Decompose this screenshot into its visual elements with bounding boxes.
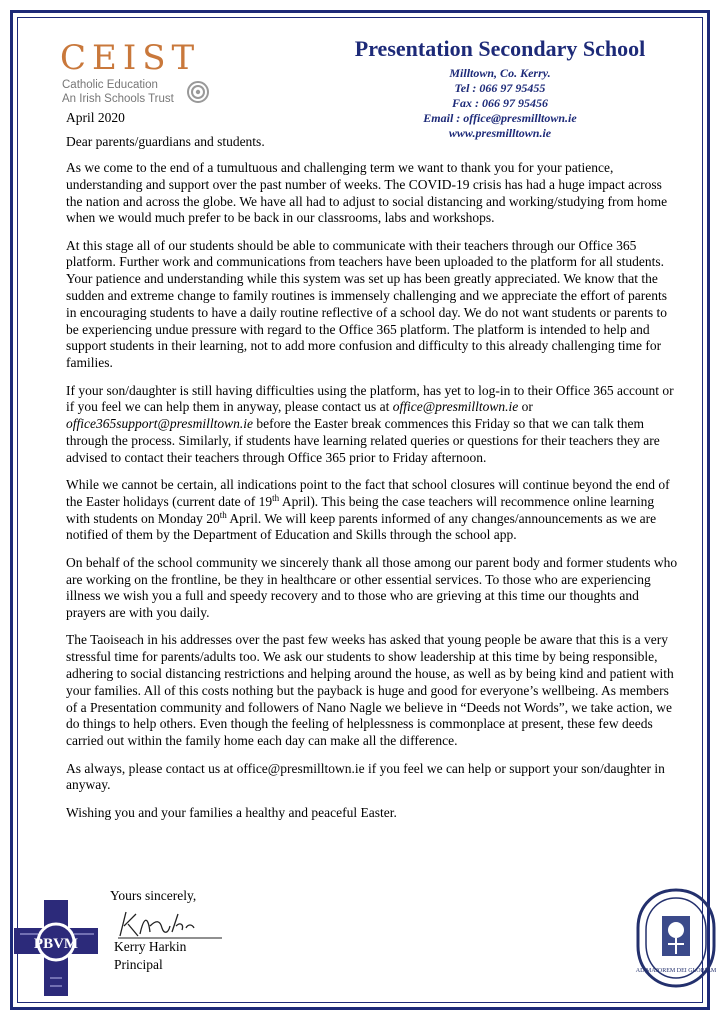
- school-tel: Tel : 066 97 95455: [454, 81, 546, 95]
- ceist-wordmark: CEIST: [60, 38, 201, 78]
- school-address: Milltown, Co. Kerry.: [449, 66, 551, 80]
- p4-text-c: April. We will keep parents informed of any changes/announcements as we are notified of them by the Department of Education and Skills through the school app.: [66, 510, 657, 543]
- p4-text-a: While we cannot be certain, all indications point to the fact that school closures will continue beyond the end of the Easter holidays (current date of 19: [66, 477, 670, 509]
- p3-text-b: or: [518, 399, 533, 415]
- closing: Yours sincerely,: [110, 888, 197, 903]
- paragraph-2: At this stage all of our students should be able to communicate with their teachers through our Office 365 platform. Further work and communications from teachers have been uploaded to the platform for all students. Your patience and understanding while this system was set up has been greatly appreciated. We know that the sudden and extreme change to family routines is immensely challenging and we appreciate the effort of parents in encouraging students to have a daily routine reflective of a school day. We do not want students or parents to be experiencing undue pressure with regard to the Office 365 platform. The platform is intended to help and support students in their learning, not to add more confusion and difficulty to this already challenging time for families.: [66, 237, 668, 371]
- p3-text-a: If your son/daughter is still having difficulties using the platform, has yet to log-in to their Office 365 account or if you feel we can help them in anyway, please contact us at: [66, 382, 674, 415]
- signer-name: Kerry Harkin: [114, 939, 187, 954]
- svg-text:PBVM: PBVM: [33, 936, 79, 952]
- office-email-link[interactable]: office@presmilltown.ie: [392, 399, 519, 415]
- signer-title: Principal: [114, 957, 163, 972]
- paragraph-3: [66, 383, 678, 467]
- ceist-swirl-icon: [186, 80, 210, 104]
- paragraph-8: Wishing you and your families a healthy and peaceful Easter.: [66, 804, 397, 820]
- signer-block: [114, 938, 186, 974]
- paragraph-6: The Taoiseach in his addresses over the past few weeks has asked that young people be aware that this is a very stressful time for parents/adults too. We ask our students to show leadership at this time by being responsible, adhering to social distancing restrictions and helping around the house, as well as by being kind and patient with your families. All of this costs nothing but the payback is huge and good for everyone’s wellbeing. As members of a Presentation community and followers of Nano Nagle we believe in “Deeds not Words”, we take action, we do things to help others. Even though the feeling of helplessness is commonplace at present, these few deeds carried out within the family home each day can make all the difference.: [66, 632, 674, 749]
- paragraph-5: On behalf of the school community we sincerely thank all those among our parent body and former students who are working on the frontline, be they in healthcare or other essential services. To those who are experiencing illness we wish you a full and speedy recovery and to those who are grieving at this time our thoughts and prayers are with you daily.: [66, 554, 678, 621]
- school-website[interactable]: www.presmilltown.ie: [448, 126, 552, 140]
- salutation: Dear parents/guardians and students.: [66, 134, 265, 149]
- ceist-tagline-2: An Irish Schools Trust: [62, 93, 174, 105]
- letter-date: April 2020: [66, 110, 125, 125]
- school-header: [330, 36, 670, 141]
- ceist-logo: [60, 38, 220, 108]
- p4-sup-1: th: [272, 492, 280, 503]
- paragraph-1: As we come to the end of a tumultuous and challenging term we want to thank you for your patience, understanding and support over the past number of weeks. The COVID-19 crisis has had a huge impact across the nation and across the globe. We have all had to adjust to social distancing and working/studying from home when we would much prefer to be back in our classrooms, labs and workshops.: [66, 160, 668, 226]
- ceist-tagline-1: Catholic Education: [62, 79, 158, 91]
- school-name: Presentation Secondary School: [354, 36, 646, 61]
- support-email-link[interactable]: office365support@presmilltown.ie: [66, 416, 254, 432]
- school-fax: Fax : 066 97 95456: [452, 96, 548, 110]
- paragraph-7: As always, please contact us at office@presmilltown.ie if you feel we can help or support your son/daughter in anyway.: [66, 760, 665, 793]
- presentation-cross-logo: [10, 898, 102, 998]
- p4-sup-2: th: [219, 509, 227, 520]
- p3-text-c: before the Easter break commences this Friday so that we can talk them through the process. Similarly, if students have learning related queries or questions for their teachers they are advised to contact their teachers through Office 365 prior to Friday afternoon.: [66, 416, 660, 465]
- paragraph-4: [66, 477, 678, 544]
- school-contact-block: [330, 66, 670, 141]
- presentation-seal-logo: [634, 886, 718, 990]
- svg-text:AD MAJOREM DEI GLORIAM: AD MAJOREM DEI GLORIAM: [635, 968, 717, 974]
- letter-body: [66, 160, 678, 832]
- signature-mark: [114, 906, 224, 940]
- school-email[interactable]: Email : office@presmilltown.ie: [423, 111, 577, 125]
- p4-text-b: April). This being the case teachers will recommence online learning with students on Monday 20: [66, 493, 655, 526]
